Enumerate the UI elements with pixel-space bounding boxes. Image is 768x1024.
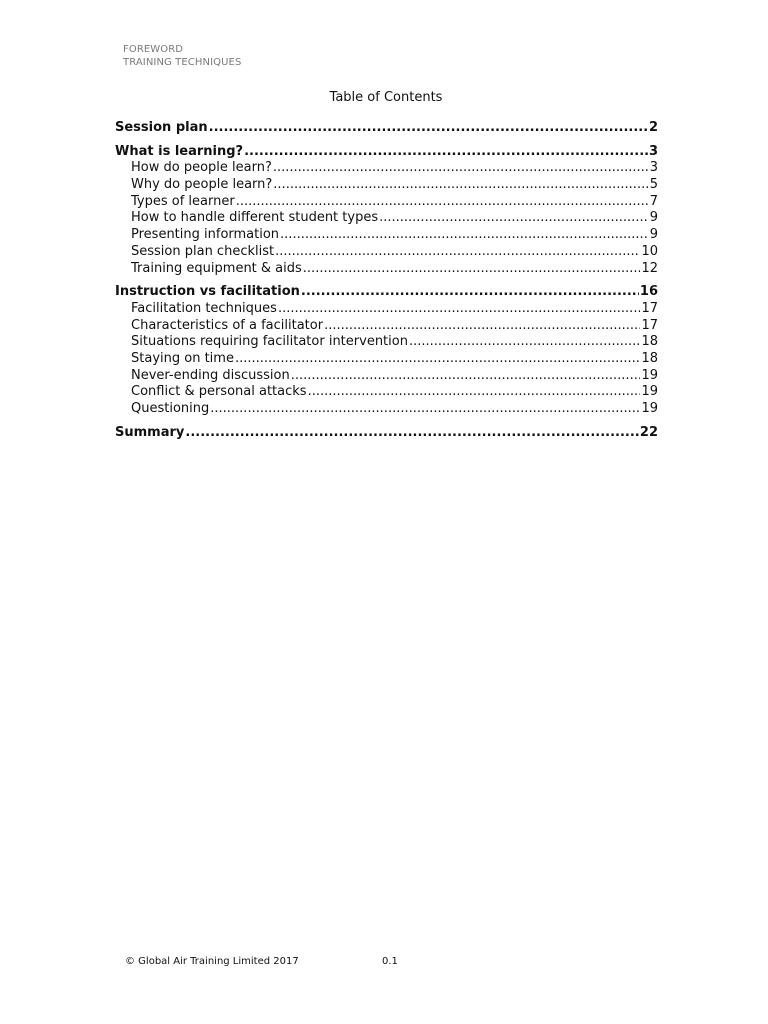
toc-page-number: 3: [649, 160, 658, 176]
toc-entry-label: Summary: [115, 424, 185, 440]
toc-entry-label: Questioning: [131, 401, 210, 416]
toc-page-number: 2: [648, 120, 658, 135]
table-of-contents: [115, 120, 658, 448]
dot-leader: [291, 368, 641, 385]
dot-leader: [301, 284, 639, 301]
toc-entry-label: Why do people learn?: [131, 177, 273, 193]
toc-subsection-entry[interactable]: [115, 160, 658, 177]
toc-subsection-entry[interactable]: [115, 194, 658, 211]
toc-section-entry[interactable]: [115, 120, 658, 137]
toc-entry-label: Staying on time: [131, 350, 234, 366]
toc-subsection-entry[interactable]: [115, 334, 658, 351]
toc-page-number: 19: [641, 384, 658, 400]
toc-subsection-entry[interactable]: [115, 261, 658, 278]
toc-entry-label: Session plan: [115, 120, 208, 135]
dot-leader: [303, 261, 641, 278]
toc-section-group: [115, 425, 658, 442]
toc-subsection-entry[interactable]: [115, 384, 658, 401]
toc-page-number: 9: [649, 210, 658, 226]
toc-entry-label: Types of learner: [131, 193, 235, 209]
toc-section-entry[interactable]: [115, 425, 658, 442]
toc-section-entry[interactable]: [115, 284, 658, 301]
dot-leader: [236, 194, 649, 211]
toc-subsection-entry[interactable]: [115, 318, 658, 335]
dot-leader: [278, 301, 641, 318]
header-document-title: TRAINING TECHNIQUES: [123, 57, 242, 68]
toc-section-group: [115, 144, 658, 278]
dot-leader: [235, 351, 641, 368]
toc-page-number: 12: [641, 260, 658, 276]
toc-entry-label: Never-ending discussion: [131, 367, 290, 383]
header-chapter: FOREWORD: [123, 44, 184, 55]
toc-subsection-entry[interactable]: [115, 401, 658, 418]
dot-leader: [210, 401, 640, 418]
toc-entry-label: Facilitation techniques: [131, 300, 277, 316]
toc-subsection-entry[interactable]: [115, 210, 658, 227]
footer-copyright: © Global Air Training Limited 2017: [125, 956, 299, 967]
toc-page-number: 17: [641, 317, 658, 333]
toc-page-number: 19: [641, 367, 658, 383]
running-header: [123, 43, 241, 69]
toc-page-number: 5: [649, 177, 658, 193]
toc-page-number: 19: [641, 401, 658, 416]
dot-leader: [185, 425, 639, 442]
toc-subsection-entry[interactable]: [115, 227, 658, 244]
toc-entry-label: Presenting information: [131, 227, 280, 243]
dot-leader: [324, 318, 640, 335]
toc-entry-label: Session plan checklist: [131, 243, 275, 259]
toc-entry-label: Instruction vs facilitation: [115, 284, 300, 300]
toc-section-group: [115, 284, 658, 418]
dot-leader: [273, 160, 649, 177]
toc-page-number: 17: [641, 300, 658, 316]
toc-page-number: 22: [639, 424, 658, 440]
toc-entry-label: Situations requiring facilitator intervention: [131, 334, 408, 350]
toc-page-number: 16: [639, 284, 658, 300]
toc-entry-label: Conflict & personal attacks: [131, 384, 307, 400]
dot-leader: [273, 177, 648, 194]
toc-entry-label: What is learning?: [115, 143, 244, 159]
toc-title: Table of Contents: [329, 90, 443, 105]
toc-section-group: [115, 120, 658, 137]
dot-leader: [280, 227, 649, 244]
toc-subsection-entry[interactable]: [115, 368, 658, 385]
toc-subsection-entry[interactable]: [115, 244, 658, 261]
toc-subsection-entry[interactable]: [115, 177, 658, 194]
dot-leader: [275, 244, 640, 261]
toc-page-number: 7: [649, 193, 658, 209]
toc-entry-label: How to handle different student types: [131, 210, 379, 226]
toc-page-number: 18: [641, 350, 658, 366]
toc-page-number: 10: [641, 243, 658, 259]
dot-leader: [409, 334, 640, 351]
toc-page-number: 9: [649, 227, 658, 243]
toc-entry-label: Characteristics of a facilitator: [131, 317, 324, 333]
dot-leader: [209, 120, 648, 137]
toc-entry-label: How do people learn?: [131, 160, 272, 176]
toc-page-number: 3: [648, 143, 658, 159]
toc-subsection-entry[interactable]: [115, 351, 658, 368]
dot-leader: [379, 210, 649, 227]
dot-leader: [244, 144, 648, 161]
toc-subsection-entry[interactable]: [115, 301, 658, 318]
dot-leader: [308, 384, 641, 401]
footer-version: 0.1: [382, 956, 398, 967]
toc-page-number: 18: [641, 334, 658, 350]
toc-entry-label: Training equipment & aids: [131, 260, 302, 276]
toc-section-entry[interactable]: [115, 144, 658, 161]
